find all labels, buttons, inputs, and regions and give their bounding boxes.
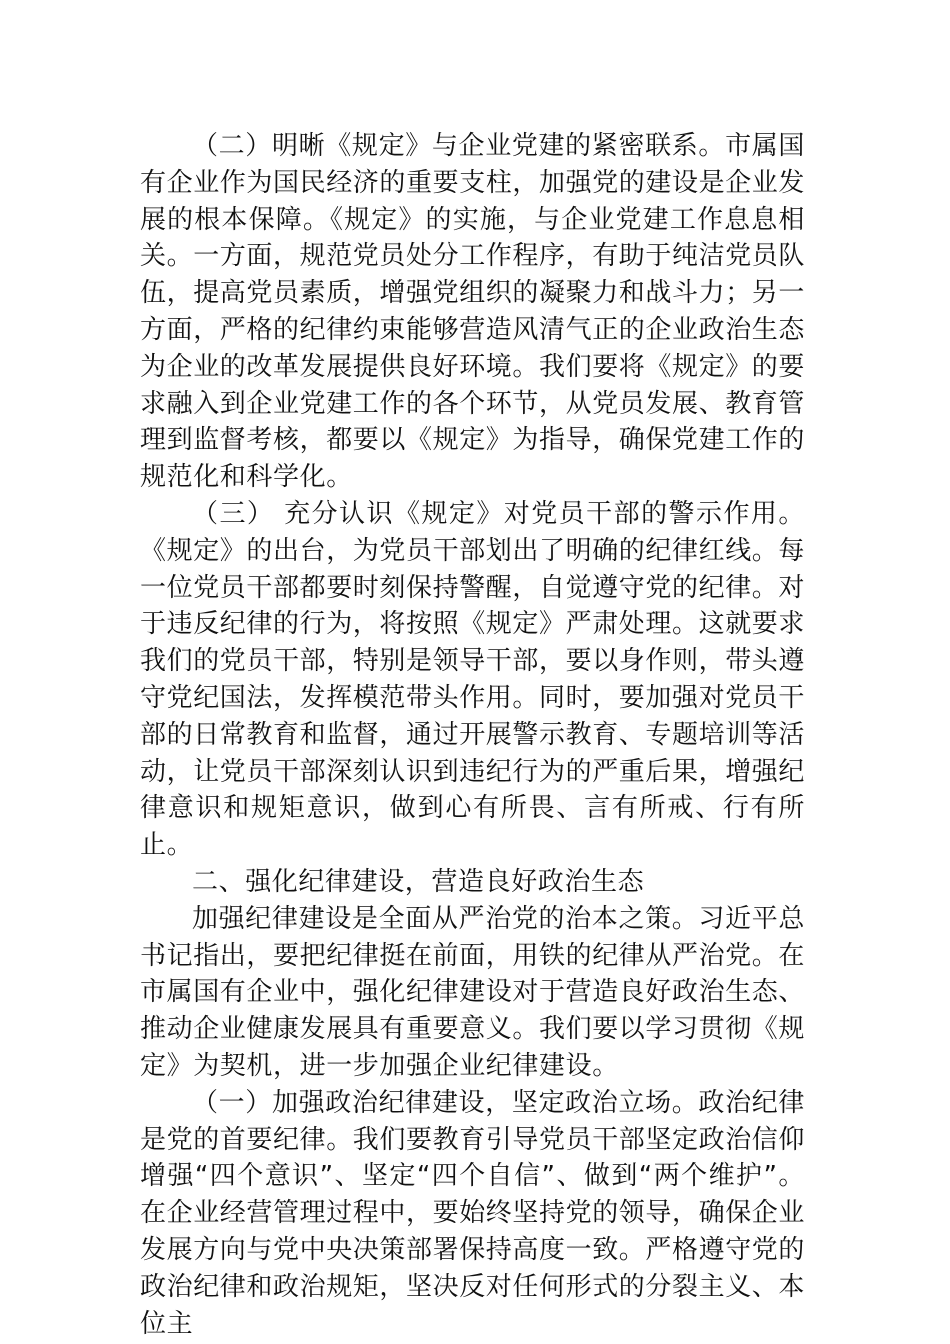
section-heading: 二、强化纪律建设，营造良好政治生态 bbox=[192, 866, 645, 897]
paragraph-2: （二）明晰《规定》与企业党建的紧密联系。市属国有企业作为国民经济的重要支柱，加强党的建设是企业发展的根本保障。《规定》的实施，与企业党建工作息息相关。一方面，规范党员处分工作程序，有助于纯洁党员队伍，提高党员素质，增强党组织的凝聚力和战斗力；另一方面，严格的纪律约束能够营造风清气正的企业政治生态为企业的改革发展提供良好环境。我们要将《规定》的要求融入到企业党建工作的各个环节，从党员发展、教育管理到监督考核，都要以《规定》为指导，确保党建工作的规范化和科学化。 bbox=[140, 131, 806, 493]
document-body bbox=[140, 128, 805, 1342]
section-paragraph-1: （一）加强政治纪律建设，坚定政治立场。政治纪律是党的首要纪律。我们要教育引导党员干部坚定政治信仰增强“四个意识”、坚定“四个自信”、做到“两个维护”。在企业经营管理过程中，要始终坚持党的领导，确保企业发展方向与党中央决策部署保持高度一致。严格遵守党的政治纪律和政治规矩，坚决反对任何形式的分裂主义、本位主 bbox=[140, 1087, 806, 1339]
paragraph-3: （三） 充分认识《规定》对党员干部的警示作用。《规定》的出台，为党员干部划出了明确的纪律红线。每一位党员干部都要时刻保持警醒，自觉遵守党的纪律。对于违反纪律的行为，将按照《规定》严肃处理。这就要求我们的党员干部，特别是领导干部，要以身作则，带头遵守党纪国法，发挥模范带头作用。同时，要加强对党员干部的日常教育和监督，通过开展警示教育、专题培训等活动，让党员干部深刻认识到违纪行为的严重后果，增强纪律意识和规矩意识，做到心有所畏、言有所戒、行有所止。 bbox=[140, 498, 806, 861]
section-intro-paragraph: 加强纪律建设是全面从严治党的治本之策。习近平总书记指出，要把纪律挺在前面，用铁的纪律从严治党。在市属国有企业中，强化纪律建设对于营造良好政治生态、推动企业健康发展具有重要意义。我们要以学习贯彻《规定》为契机，进一步加强企业纪律建设。 bbox=[140, 903, 806, 1081]
